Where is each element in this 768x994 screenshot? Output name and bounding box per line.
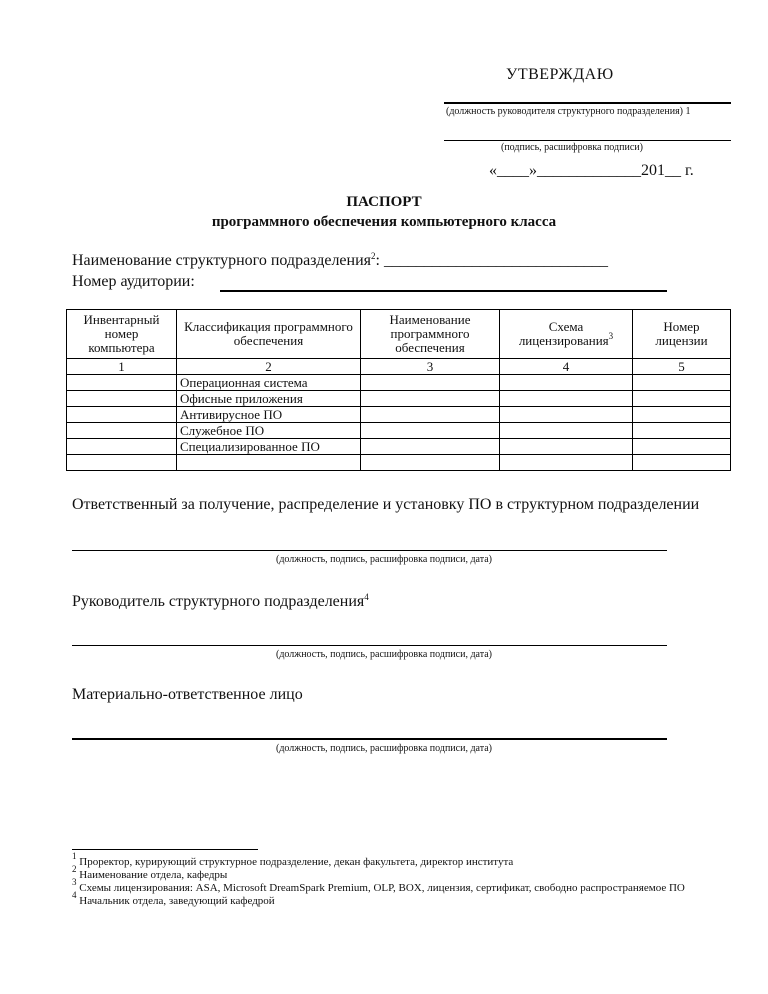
table-cell: [633, 423, 731, 439]
footnote-ref-4: 4: [364, 592, 369, 602]
table-cell: [500, 407, 633, 423]
footnote-mark: 4: [72, 890, 77, 900]
table-cell: [67, 423, 177, 439]
table-cell: [633, 455, 731, 471]
table-cell: [633, 407, 731, 423]
head-label-text: Руководитель структурного подразделения: [72, 593, 365, 610]
footnote-item: [72, 864, 692, 882]
col-number: 1: [67, 359, 177, 375]
document-subtitle: программного обеспечения компьютерного класса: [211, 214, 557, 230]
header-license-scheme: [500, 310, 633, 359]
header-classification: Классификация программного обеспечения: [177, 310, 361, 359]
signature-line: [444, 140, 731, 141]
unit-label: Наименование структурного подразделения: [72, 252, 372, 269]
table-cell: [361, 455, 500, 471]
table-number-row: [67, 359, 731, 375]
footnote-text: Проректор, курирующий структурное подразделение, декан факультета, директор института: [76, 856, 514, 868]
header-license-scheme-text: Схема лицензирования: [518, 319, 609, 348]
table-cell: [500, 423, 633, 439]
material-line: [72, 738, 667, 740]
table-cell: [67, 407, 177, 423]
software-table: [66, 309, 731, 471]
col-number: 4: [500, 359, 633, 375]
table-row: [67, 455, 731, 471]
footnote-ref-3: 3: [608, 331, 614, 341]
footnote-mark: 1: [72, 851, 77, 861]
footnote-text: Наименование отдела, кафедры: [76, 869, 228, 881]
category-cell: Антивирусное ПО: [177, 407, 361, 423]
table-cell: [361, 391, 500, 407]
table-cell: [67, 439, 177, 455]
header-license-number: Номер лицензии: [633, 310, 731, 359]
header-software-name: Наименование программного обеспечения: [361, 310, 500, 359]
table-row: [67, 391, 731, 407]
table-cell: [67, 391, 177, 407]
footnotes: [72, 851, 692, 908]
position-caption: (должность руководителя структурного подразделения) 1: [446, 106, 691, 117]
table-cell: [500, 375, 633, 391]
col-number: 2: [177, 359, 361, 375]
footnote-text: Схемы лицензирования: ASA, Microsoft DreamSpark Premium, OLP, BOX, лицензия, сертификат, свободно распространяемое ПО: [76, 882, 685, 894]
table-cell: [361, 439, 500, 455]
footnote-item: [72, 890, 692, 908]
table-cell: [361, 407, 500, 423]
responsible-label: Ответственный за получение, распределение и установку ПО в структурном подразделении: [72, 496, 700, 513]
room-field: [72, 273, 195, 291]
footnote-mark: 3: [72, 877, 77, 887]
table-cell: [361, 375, 500, 391]
table-row: [67, 423, 731, 439]
table-cell: [633, 375, 731, 391]
table-cell: [361, 423, 500, 439]
col-number: 3: [361, 359, 500, 375]
head-label: [72, 591, 730, 613]
head-caption: (должность, подпись, расшифровка подписи, дата): [276, 649, 492, 660]
footnote-ref-2: 2: [371, 251, 376, 261]
table-cell: [500, 391, 633, 407]
table-cell: [177, 455, 361, 471]
unit-blank: : ____________________________: [375, 252, 608, 269]
table-cell: [500, 439, 633, 455]
category-cell: Операционная система: [177, 375, 361, 391]
material-caption: (должность, подпись, расшифровка подписи, дата): [276, 743, 492, 754]
room-label: Номер аудитории:: [72, 273, 195, 290]
table-cell: [500, 455, 633, 471]
footnote-item: [72, 877, 692, 895]
header-inventory: Инвентарный номер компьютера: [67, 310, 177, 359]
head-line: [72, 645, 667, 646]
footnote-text: Начальник отдела, заведующий кафедрой: [76, 895, 275, 907]
footnote-separator: [72, 849, 258, 850]
table-cell: [67, 455, 177, 471]
document-title: ПАСПОРТ: [346, 194, 422, 210]
category-cell: Офисные приложения: [177, 391, 361, 407]
table-cell: [633, 391, 731, 407]
responsible-caption: (должность, подпись, расшифровка подписи, дата): [276, 554, 492, 565]
room-line: [220, 290, 667, 292]
unit-field: [72, 252, 608, 270]
position-line: [444, 102, 731, 104]
col-number: 5: [633, 359, 731, 375]
category-cell: Специализированное ПО: [177, 439, 361, 455]
footnote-item: [72, 851, 692, 869]
table-cell: [633, 439, 731, 455]
table-row: [67, 439, 731, 455]
material-label: Материально-ответственное лицо: [72, 686, 303, 703]
approval-date-line: «____»_____________201__ г.: [489, 162, 694, 179]
table-cell: [67, 375, 177, 391]
category-cell: Служебное ПО: [177, 423, 361, 439]
table-header-row: [67, 310, 731, 359]
table-row: [67, 407, 731, 423]
approval-title: УТВЕРЖДАЮ: [506, 66, 614, 83]
signature-caption: (подпись, расшифровка подписи): [501, 142, 643, 153]
footnote-mark: 2: [72, 864, 77, 874]
responsible-line: [72, 550, 667, 551]
table-row: [67, 375, 731, 391]
